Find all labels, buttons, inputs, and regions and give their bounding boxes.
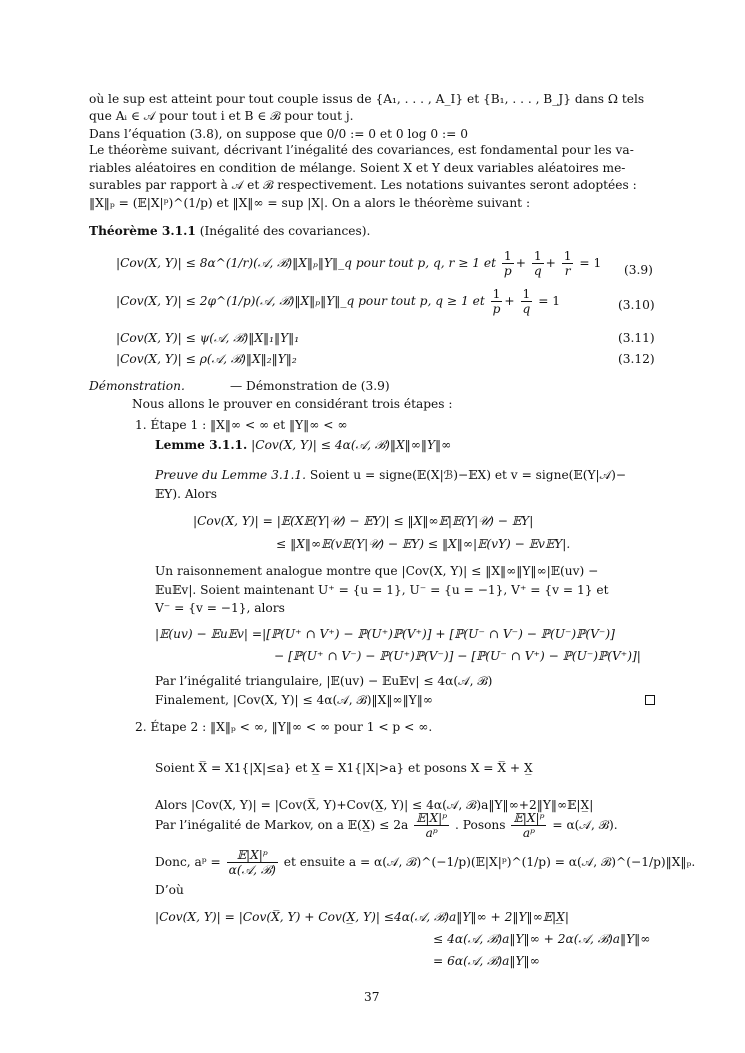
fraction-1-over-r: $\frac{1}{r}$ <box>563 249 572 278</box>
fraction-1-over-q: $\frac{1}{q}$ <box>533 249 542 278</box>
proof-subtitle: — Démonstration de (3.9) <box>230 379 390 393</box>
equation-3-9-rhs: = 1 <box>579 256 602 270</box>
page-number: 37 <box>364 990 380 1004</box>
donc-text-b: et ensuite a = α(𝒜, ℬ)^(−1/p)(𝔼|X|ᵖ)^(1/p) = α(𝒜, ℬ)^(−1/p)‖X‖ₚ. <box>283 855 696 869</box>
qed-box <box>645 695 655 705</box>
equation-number-3-10: (3.10) <box>618 298 655 312</box>
euv-equation-line-1: |𝔼(uv) − 𝔼u𝔼v| =|[ℙ(U⁺ ∩ V⁺) − ℙ(U⁺)ℙ(V⁺)] + [ℙ(U⁻ ∩ V⁻) − ℙ(U⁻)ℙ(V⁻)] <box>155 627 615 641</box>
cov-equation-line-1: |Cov(X, Y)| = |𝔼(X𝔼(Y|𝒰) − 𝔼Y)| ≤ ‖X‖∞𝔼|𝔼(Y|𝒰) − 𝔼Y| <box>193 514 534 528</box>
equation-3-11: |Cov(X, Y)| ≤ ψ(𝒜, ℬ)‖X‖₁‖Y‖₁ <box>116 331 300 345</box>
preuve-label: Preuve du Lemme 3.1.1. <box>155 468 306 482</box>
preuve-line-1 <box>155 467 626 483</box>
fraction-1-over-p: $\frac{1}{p}$ <box>492 287 501 316</box>
final-equation-line-3: = 6α(𝒜, ℬ)a‖Y‖∞ <box>433 954 540 968</box>
finalement-line: Finalement, |Cov(X, Y)| ≤ 4α(𝒜, ℬ)‖X‖∞‖Y‖∞ <box>155 693 433 707</box>
lemma-title: Lemme 3.1.1. <box>155 438 248 452</box>
fraction-moment-over-alpha: $\frac{\text{𝔼|X|ᵖ}}{\text{α(𝒜, ℬ)}}$ <box>228 848 276 877</box>
equation-number-3-12: (3.12) <box>618 352 655 366</box>
equation-3-9-lhs: |Cov(X, Y)| ≤ 8α^(1/r)(𝒜, ℬ)‖X‖ₚ‖Y‖_q pour tout p, q, r ≥ 1 et <box>116 256 497 270</box>
final-equation-line-1: |Cov(X, Y)| = |Cov(X̅, Y) + Cov(X̲, Y)| ≤4α(𝒜, ℬ)a‖Y‖∞ + 2‖Y‖∞𝔼|X̲| <box>155 910 569 924</box>
intro-line-2: que Aᵢ ∈ 𝒜 pour tout i et B ∈ ℬ pour tout j. <box>89 109 354 123</box>
alors-line: Alors |Cov(X, Y)| = |Cov(X̅, Y)+Cov(X̲, Y)| ≤ 4α(𝒜, ℬ)a‖Y‖∞+2‖Y‖∞𝔼|X̲| <box>155 798 594 812</box>
theorem-heading <box>89 223 370 239</box>
raisonnement-line-1: Un raisonnement analogue montre que |Cov(X, Y)| ≤ ‖X‖∞‖Y‖∞|𝔼(uv) − <box>155 564 599 578</box>
equation-3-9: |Cov(X, Y)| ≤ 8α^(1/r)(𝒜, ℬ)‖X‖ₚ‖Y‖_q pour tout p, q, r ≥ 1 et $\frac{1}{p}$ + $\frac{1}{q}$ + $\frac{1}{r}$ = 1 <box>116 249 602 278</box>
soient-line: Soient X̅ = X1{|X|≤a} et X̲ = X1{|X|>a} et posons X = X̅ + X̲ <box>155 761 533 775</box>
preuve-line-2: 𝔼Y). Alors <box>155 487 217 501</box>
final-equation-line-2: ≤ 4α(𝒜, ℬ)a‖Y‖∞ + 2α(𝒜, ℬ)a‖Y‖∞ <box>433 932 651 946</box>
intro-line-4: Le théorème suivant, décrivant l’inégalité des covariances, est fondamental pour les va- <box>89 143 634 157</box>
raisonnement-line-3: V⁻ = {v = −1}, alors <box>155 601 285 615</box>
donc-text-a: Donc, aᵖ = <box>155 855 221 869</box>
fraction-moment-over-ap-2: $\frac{\text{𝔼|X|ᵖ}}{\text{aᵖ}}$ <box>513 811 545 840</box>
equation-number-3-9: (3.9) <box>624 263 653 277</box>
intro-line-5: riables aléatoires en condition de mélange. Soient X et Y deux variables aléatoires me- <box>89 161 626 175</box>
euv-equation-line-2: − [ℙ(U⁺ ∩ V⁻) − ℙ(U⁺)ℙ(V⁻)] − [ℙ(U⁻ ∩ V⁺) − ℙ(U⁻)ℙ(V⁺)]| <box>274 649 641 663</box>
intro-line-1: où le sup est atteint pour tout couple issus de {A₁, . . . , A_I} et {B₁, . . . , B_J} dans Ω tels <box>89 92 645 106</box>
intro-line-6: surables par rapport à 𝒜 et ℬ respectivement. Les notations suivantes seront adoptées : <box>89 178 637 192</box>
step-2: 2. Étape 2 : ‖X‖ₚ < ∞, ‖Y‖∞ < ∞ pour 1 < p < ∞. <box>135 720 433 734</box>
markov-text-c: = α(𝒜, ℬ). <box>552 818 618 832</box>
markov-text-a: Par l’inégalité de Markov, on a 𝔼(X̲) ≤ 2a <box>155 818 409 832</box>
dou-line: D’où <box>155 883 184 897</box>
markov-line <box>155 811 618 840</box>
equation-3-12: |Cov(X, Y)| ≤ ρ(𝒜, ℬ)‖X‖₂‖Y‖₂ <box>116 352 297 366</box>
cov-equation-line-2: ≤ ‖X‖∞𝔼(v𝔼(Y|𝒰) − 𝔼Y) ≤ ‖X‖∞|𝔼(vY) − 𝔼v𝔼Y|. <box>276 537 571 551</box>
lemma-body: |Cov(X, Y)| ≤ 4α(𝒜, ℬ)‖X‖∞‖Y‖∞ <box>251 438 452 452</box>
proof-label: Démonstration. <box>89 379 185 393</box>
proof-intro: Nous allons le prouver en considérant trois étapes : <box>132 397 453 411</box>
equation-3-10-lhs: |Cov(X, Y)| ≤ 2φ^(1/p)(𝒜, ℬ)‖X‖ₚ‖Y‖_q pour tout p, q ≥ 1 et <box>116 294 485 308</box>
raisonnement-line-2: 𝔼u𝔼v|. Soient maintenant U⁺ = {u = 1}, U⁻ = {u = −1}, V⁺ = {v = 1} et <box>155 583 609 597</box>
triangulaire-line: Par l’inégalité triangulaire, |𝔼(uv) − 𝔼u𝔼v| ≤ 4α(𝒜, ℬ) <box>155 674 493 688</box>
donc-line <box>155 848 695 877</box>
preuve-text: Soient u = signe(𝔼(X|ℬ)−𝔼X) et v = signe(𝔼(Y|𝒜)− <box>309 468 627 482</box>
theorem-title: Théorème 3.1.1 <box>89 224 196 238</box>
theorem-subtitle: (Inégalité des covariances). <box>199 224 371 238</box>
equation-number-3-11: (3.11) <box>618 331 655 345</box>
intro-line-3: Dans l’équation (3.8), on suppose que 0/0 := 0 et 0 log 0 := 0 <box>89 127 469 141</box>
fraction-moment-over-ap: $\frac{\text{𝔼|X|ᵖ}}{\text{aᵖ}}$ <box>416 811 448 840</box>
markov-text-b: . Posons <box>455 818 506 832</box>
equation-3-10: |Cov(X, Y)| ≤ 2φ^(1/p)(𝒜, ℬ)‖X‖ₚ‖Y‖_q pour tout p, q ≥ 1 et $\frac{1}{p}$ + $\frac{1}{q}$ = 1 <box>116 287 561 316</box>
equation-3-10-rhs: = 1 <box>538 294 561 308</box>
fraction-1-over-p: $\frac{1}{p}$ <box>503 249 512 278</box>
fraction-1-over-q: $\frac{1}{q}$ <box>522 287 531 316</box>
step-1: 1. Étape 1 : ‖X‖∞ < ∞ et ‖Y‖∞ < ∞ <box>135 418 348 432</box>
intro-line-7: ‖X‖ₚ = (𝔼|X|ᵖ)^(1/p) et ‖X‖∞ = sup |X|. On a alors le théorème suivant : <box>89 196 531 210</box>
lemma <box>155 437 451 453</box>
